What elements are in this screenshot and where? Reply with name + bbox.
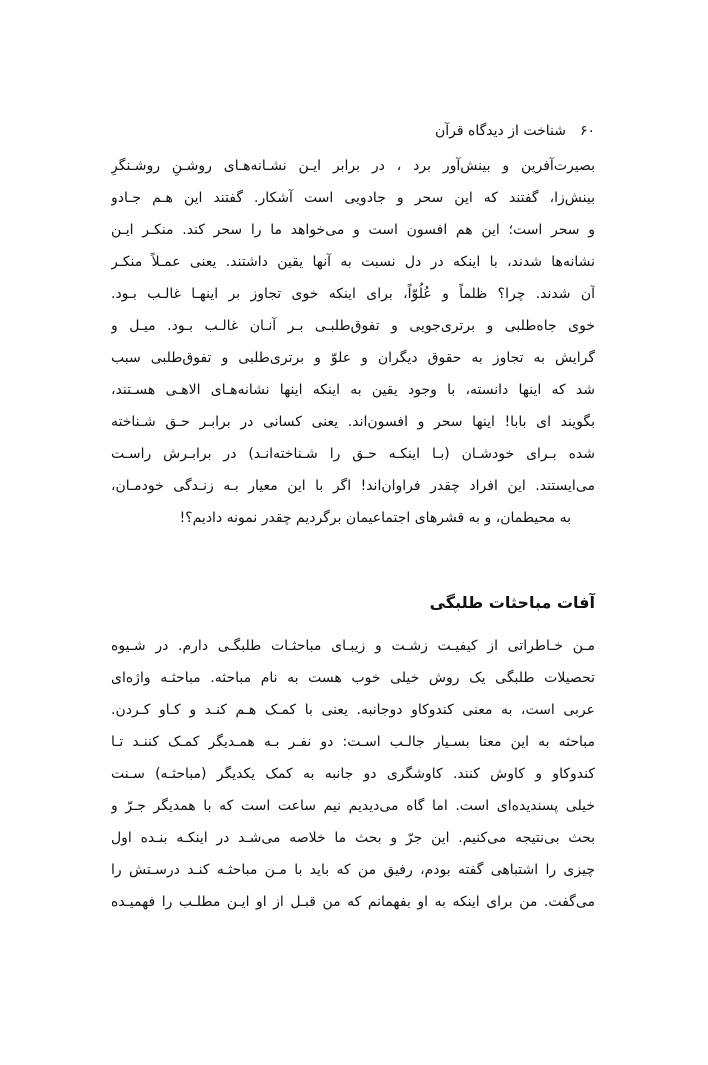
text-line: بینش‌زا، گفتند که این سحر و جادویی است آشکار. گفتند این هـم جـادو bbox=[111, 190, 595, 206]
text-line: تحصیلات طلبگی یک روش خیلی خوب هست به نام مباحثه. مباحثـه واژه‌ای bbox=[111, 670, 595, 686]
text-line: می‌ایستند. این افراد چقدر فراوان‌اند! اگر با این معیار بـه زنـدگی خودمـان، bbox=[111, 478, 595, 494]
text-line: شد که اینها دانسته، با وجود یقین به اینکه اینها نشانه‌هـای الاهـی هسـتند، bbox=[111, 382, 595, 398]
paragraph-2 bbox=[111, 630, 595, 918]
text-line: خیلی پسندیده‌ای است. اما گاه می‌دیدیم نیم ساعت است که با همدیگر جـرّ و bbox=[111, 798, 595, 814]
text-line: خوی جاه‌طلبی و برتری‌جویی و تفوق‌طلبـی بـر آنـان غالـب بـود. میـل و bbox=[111, 318, 595, 334]
page-number: ۶۰ bbox=[579, 123, 595, 139]
text-line: چیزی را اشتباهی گفته بودم، رفیق من که باید با مـن مباحثـه کنـد درسـتش را bbox=[111, 862, 595, 878]
text-line: بحث بی‌نتیجه می‌کنیم. این جرّ و بحث ما خلاصه می‌شـد در اینکـه بنـده اول bbox=[111, 830, 595, 846]
text-line: شده بـرای خودشـان (بـا اینکـه حـق را شـناخته‌انـد) در برابـرش راسـت bbox=[111, 446, 595, 462]
running-header bbox=[435, 121, 595, 141]
paragraph-1 bbox=[111, 150, 595, 534]
section-heading: آفات مباحثات طلبگی bbox=[429, 593, 595, 612]
text-line: می‌گفت. من برای اینکه به او بفهمانم که من قبـل از او ایـن مطلـب را فهمیـده bbox=[111, 894, 595, 910]
text-line: کندوکاو و کاوش کنند. کاوشگری دو جانبه به کمک یکدیگر (مباحثـه) سـنت bbox=[111, 766, 595, 782]
text-line: مـن خـاطراتی از کیفیـت زشـت و زیبـای مباحثـات طلبگـی دارم. در شـیوه bbox=[111, 638, 595, 654]
text-line: مباحثه به این معنا بسـیار جالـب اسـت: دو نفـر بـه همـدیگر کمـک کننـد تـا bbox=[111, 734, 595, 750]
text-line: بصیرت‌آفرین و بینش‌آور برد ، در برابر ایـن نشـانه‌هـای روشـنِ روشـنگرِ bbox=[111, 158, 595, 174]
text-line: گرایش به تجاوز به حقوق دیگران و علوّ و برتری‌طلبی و تفوق‌طلبی سبب bbox=[111, 350, 595, 366]
text-line: عربی است، به معنی کندوکاو دوجانبه. یعنی با کمـک هـم کنـد و کـاو کـردن. bbox=[111, 702, 595, 718]
text-line: بگویند ای بابا! اینها سحر و افسون‌اند. یعنی کسانی در برابـر حـق شـناخته bbox=[111, 414, 595, 430]
text-line: و سحر است؛ این هم افسون است و می‌خواهد ما را سحر کند. منکـر ایـن bbox=[111, 222, 595, 238]
text-line: نشانه‌ها شدند، با اینکه در دل نسبت به آنها یقین داشتند. یعنی عمـلاً منکـر bbox=[111, 254, 595, 270]
text-line: آن شدند. چرا؟ ظلماً و عُلُوّاً، برای اینکه خوی تجاوز بر اینهـا غالـب بـود. bbox=[111, 286, 595, 302]
running-header-title: شناخت از دیدگاه قرآن bbox=[434, 123, 566, 139]
text-line: به محیطمان، و به قشرهای اجتماعیمان برگردیم چقدر نمونه دادیم؟! bbox=[179, 510, 571, 526]
